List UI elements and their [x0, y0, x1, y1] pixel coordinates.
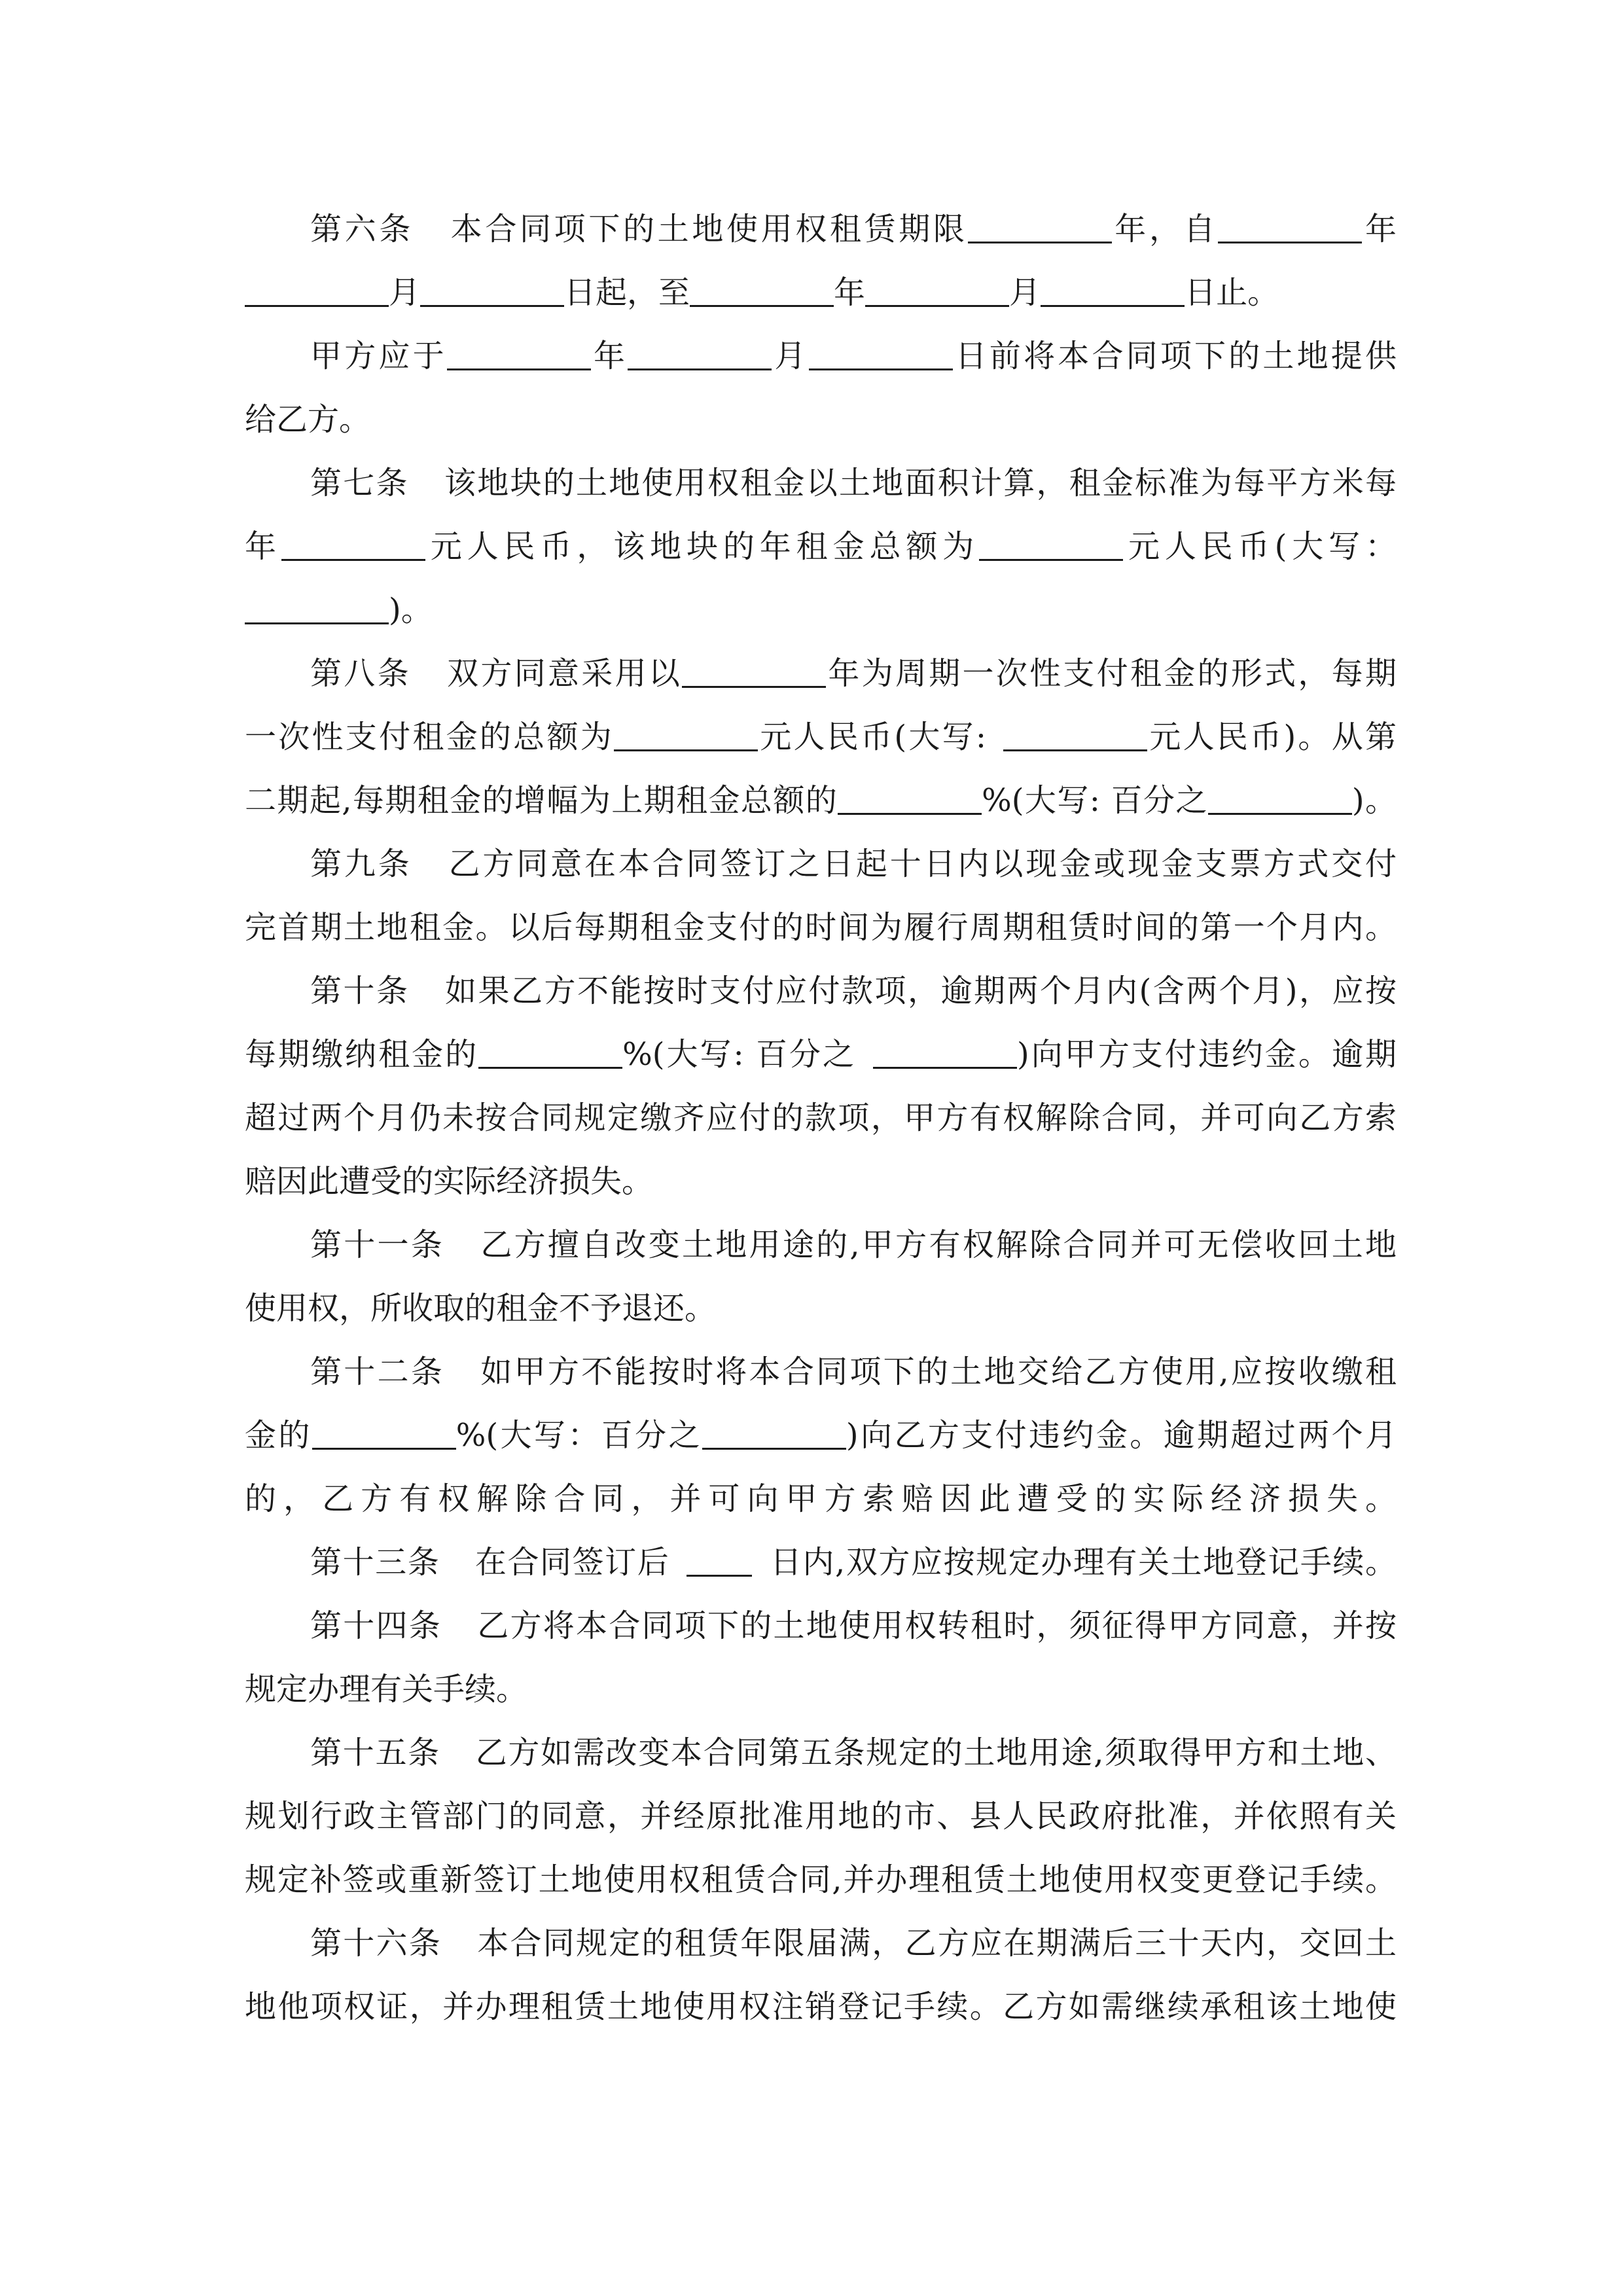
lease-term-blank[interactable]: [968, 209, 1112, 243]
article-8-line-2: 一次性支付租金的总额为 元人民币(大写: 元人民币)。从第: [245, 713, 1397, 761]
article-7-label: 第七条: [310, 465, 409, 501]
start-year-blank[interactable]: [1218, 209, 1362, 243]
article-10-line-2: 每期缴纳租金的 %(大写: 百分之 )向甲方支付违约金。逾期: [245, 1031, 1397, 1078]
article-6-line-4: 给乙方。: [245, 401, 371, 438]
article-8-line-3: 二期起,每期租金的增幅为上期租金总额的 %(大写: 百分之 )。: [245, 777, 1397, 824]
start-month-blank[interactable]: [245, 272, 389, 307]
article-14-label: 第十四条: [310, 1607, 442, 1644]
increase-rate-words-blank[interactable]: [1208, 780, 1352, 815]
article-10-line-3: 超过两个月仍未按合同规定缴齐应付的款项，甲方有权解除合同，并可向乙方索: [245, 1100, 1397, 1136]
article-12-line-1: 第十二条 如甲方不能按时将本合同项下的土地交给乙方使用,应按收缴租: [310, 1354, 1397, 1390]
article-14-line-1: 第十四条 乙方将本合同项下的土地使用权转租时，须征得甲方同意，并按: [310, 1607, 1397, 1644]
article-11-line-1: 第十一条 乙方擅自改变土地用途的,甲方有权解除合同并可无偿收回土地: [310, 1227, 1397, 1263]
end-year-blank[interactable]: [690, 272, 834, 307]
period-rent-words-blank[interactable]: [1003, 717, 1147, 751]
article-10-label: 第十条: [310, 973, 410, 1009]
article-15-line-1: 第十五条 乙方如需改变本合同第五条规定的土地用途,须取得甲方和土地、: [310, 1734, 1397, 1771]
article-9-label: 第九条: [310, 846, 412, 882]
rent-per-sqm-blank[interactable]: [281, 526, 425, 561]
start-day-blank[interactable]: [420, 272, 564, 307]
article-6-line-1: 第六条 本合同项下的土地使用权租赁期限 年，自 年: [310, 206, 1397, 253]
end-month-blank[interactable]: [865, 272, 1009, 307]
article-12-line-2: 金的 %(大写：百分之 )向乙方支付违约金。逾期超过两个月: [245, 1412, 1397, 1459]
article-12-label: 第十二条: [310, 1354, 445, 1390]
article-9-line-1: 第九条 乙方同意在本合同签订之日起十日内以现金或现金支票方式交付: [310, 846, 1397, 882]
article-14-line-2: 规定办理有关手续。: [245, 1671, 528, 1708]
period-rent-blank[interactable]: [614, 717, 758, 751]
article-6-line-2: 月 日起，至 年 月 日止。: [245, 269, 1397, 316]
article-7-line-2: 年 元人民币，该地块的年租金总额为 元人民币(大写：: [245, 523, 1397, 570]
article-8-line-1: 第八条 双方同意采用以 年为周期一次性支付租金的形式，每期: [310, 650, 1397, 697]
delivery-penalty-rate-blank[interactable]: [312, 1415, 456, 1450]
late-penalty-words-blank[interactable]: [873, 1034, 1017, 1069]
delivery-day-blank[interactable]: [809, 336, 953, 370]
article-8-label: 第八条: [310, 655, 411, 692]
increase-rate-blank[interactable]: [838, 780, 982, 815]
annual-rent-blank[interactable]: [979, 526, 1123, 561]
article-13-label: 第十三条: [310, 1544, 440, 1581]
article-16-line-1: 第十六条 本合同规定的租赁年限届满，乙方应在期满后三十天内，交回土: [310, 1925, 1397, 1962]
article-11-line-2: 使用权，所收取的租金不予退还。: [245, 1290, 717, 1327]
article-12-line-3: 的，乙方有权解除合同，并可向甲方索赔因此遭受的实际经济损失。: [245, 1480, 1397, 1517]
article-15-label: 第十五条: [310, 1734, 440, 1771]
registration-days-blank[interactable]: [687, 1542, 752, 1577]
delivery-year-blank[interactable]: [447, 336, 591, 370]
article-15-line-2: 规划行政主管部门的同意，并经原批准用地的市、县人民政府批准，并依照有关: [245, 1798, 1397, 1835]
article-9-line-2: 完首期土地租金。以后每期租金支付的时间为履行周期租赁时间的第一个月内。: [245, 909, 1397, 946]
article-10-line-1: 第十条 如果乙方不能按时支付应付款项，逾期两个月内(含两个月)，应按: [310, 973, 1397, 1009]
annual-rent-words-blank[interactable]: [245, 590, 389, 624]
article-16-label: 第十六条: [310, 1925, 442, 1962]
article-11-label: 第十一条: [310, 1227, 445, 1263]
end-day-blank[interactable]: [1041, 272, 1185, 307]
article-7-line-1: 第七条 该地块的土地使用权租金以土地面积计算，租金标准为每平方米每: [310, 465, 1397, 501]
payment-cycle-blank[interactable]: [682, 653, 826, 688]
article-15-line-3: 规定补签或重新签订土地使用权租赁合同,并办理租赁土地使用权变更登记手续。: [245, 1861, 1397, 1898]
article-6-label: 第六条: [310, 211, 414, 247]
article-6-text: 本合同项下的土地使用权租赁期限: [448, 211, 968, 247]
article-16-line-2: 地他项权证，并办理租赁土地使用权注销登记手续。乙方如需继续承租该土地使: [245, 1988, 1397, 2025]
article-7-line-3: )。: [245, 586, 1397, 634]
article-13-line-1: 第十三条 在合同签订后 日内,双方应按规定办理有关土地登记手续。: [310, 1539, 1397, 1586]
delivery-penalty-words-blank[interactable]: [702, 1415, 846, 1450]
article-10-line-4: 赔因此遭受的实际经济损失。: [245, 1163, 654, 1200]
delivery-month-blank[interactable]: [628, 336, 772, 370]
late-penalty-rate-blank[interactable]: [478, 1034, 622, 1069]
article-6-line-3: 甲方应于 年 月 日前将本合同项下的土地提供: [310, 332, 1397, 380]
